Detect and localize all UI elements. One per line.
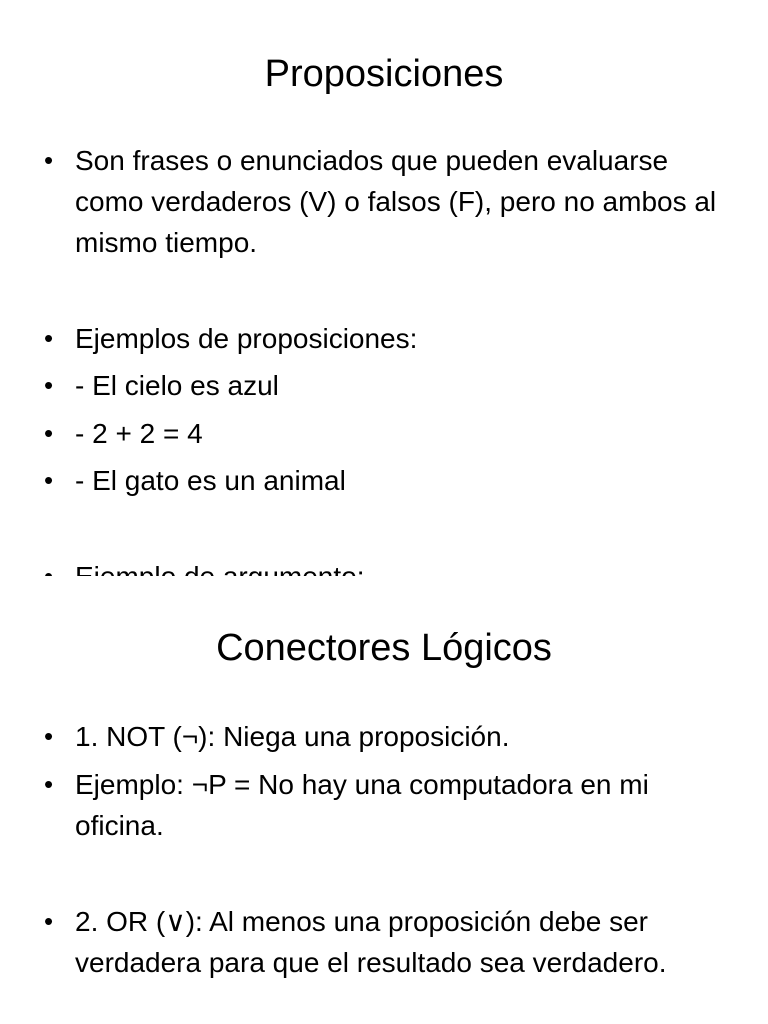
bullet-item: • - El gato es un animal (75, 460, 735, 501)
slide-title: Proposiciones (264, 53, 504, 95)
bullet-item: • 2. OR (∨): Al menos una proposición debe ser verdadera para que el resultado sea verdadero. (75, 901, 735, 983)
bullet-item: • - 2 + 2 = 4 (75, 413, 735, 454)
bullet-item: • Son frases o enunciados que pueden evaluarse como verdaderos (V) o falsos (F), pero no ambos al mismo tiempo. (75, 140, 735, 263)
bullet-item: • Ejemplos de proposiciones: (75, 318, 735, 359)
slide-title: Conectores Lógicos (216, 627, 552, 669)
bullet-item: • - El cielo es azul (75, 365, 735, 406)
slide-conectores-logicos (0, 576, 768, 1024)
bullet-item: • 1. NOT (¬): Niega una proposición. (75, 716, 735, 757)
bullet-item: • Ejemplo: ¬P = No hay una computadora en mi oficina. (75, 764, 735, 846)
